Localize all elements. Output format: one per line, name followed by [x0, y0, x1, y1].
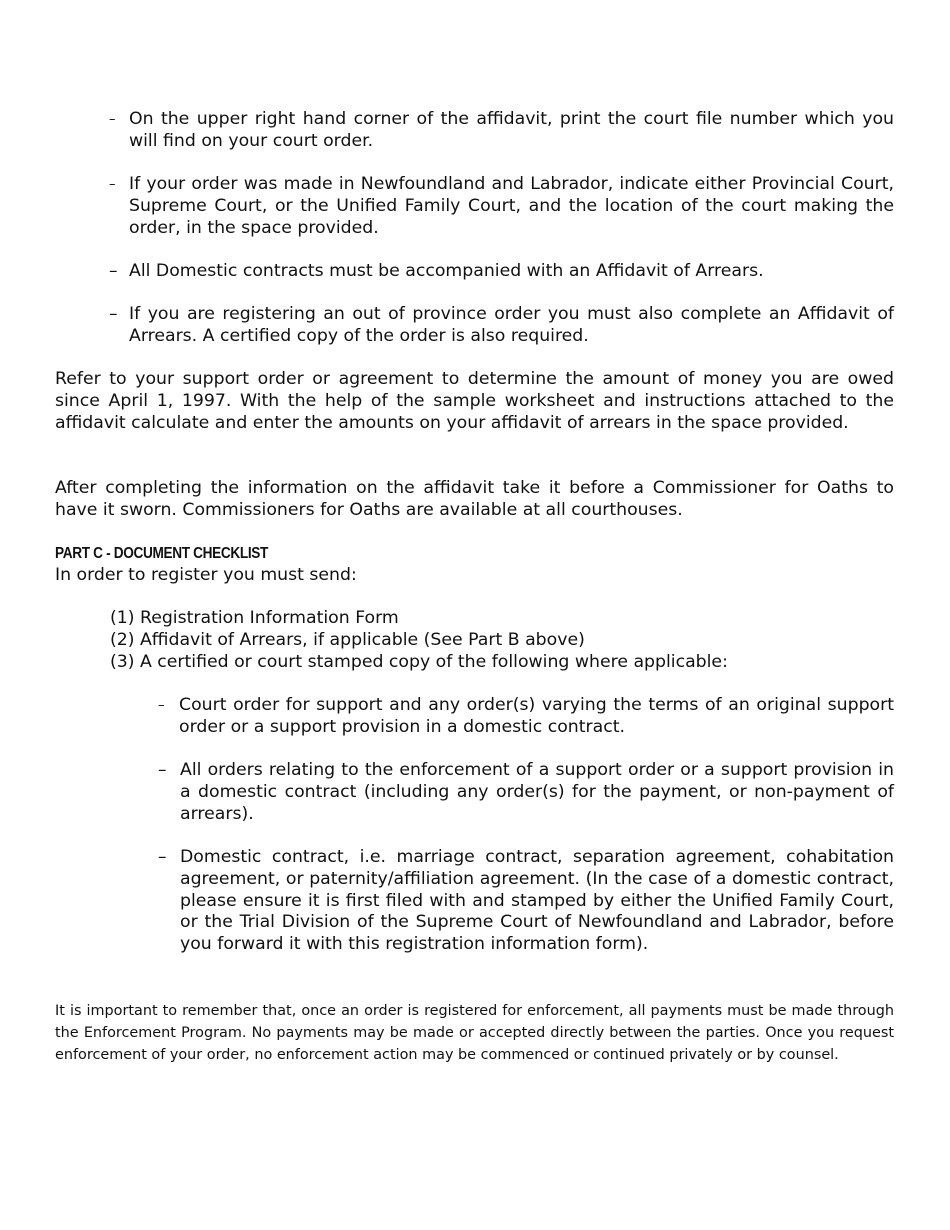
- part-b-bullet-4: [109, 304, 894, 348]
- paragraph-after: After completing the information on the affidavit take it before a Commissioner for Oaths to have it sworn. Commissioners for Oaths are available at all courthouses.: [55, 478, 894, 520]
- dash-marker: –: [109, 261, 118, 281]
- part-b-bullet-text: If you are registering an out of province order you must also complete an Affidavit of Arrears. A certified copy of the order is also required.: [129, 304, 894, 346]
- part-b-bullet-text: All Domestic contracts must be accompanied with an Affidavit of Arrears.: [129, 261, 764, 281]
- sub-bullet-3: [158, 847, 894, 956]
- paragraph-refer: Refer to your support order or agreement to determine the amount of money you are owed since April 1, 1997. With the help of the sample worksheet and instructions attached to the affidavit calculate and enter the amounts on your affidavit of arrears in the space provided.: [55, 369, 894, 433]
- sub-bullet-text: All orders relating to the enforcement of a support order or a support provision in a domestic contract (including any order(s) for the payment, or non-payment of arrears).: [180, 760, 894, 824]
- footer-note: It is important to remember that, once an order is registered for enforcement, all payments must be made through the Enforcement Program. No payments may be made or accepted directly between the parties. Once you request enforcement of your order, no enforcement action may be commenced or continued privately or by counsel.: [55, 1003, 894, 1063]
- part-b-bullet-text: If your order was made in Newfoundland and Labrador, indicate either Provincial Court, Supreme Court, or the Unified Family Court, and the location of the court making the order, in the space provided.: [129, 174, 894, 238]
- part-c-heading: PART C - DOCUMENT CHECKLIST: [55, 545, 269, 562]
- checklist-item-3: (3) A certified or court stamped copy of the following where applicable:: [110, 652, 728, 672]
- dash-marker: –: [158, 760, 167, 780]
- dash-marker: –: [109, 112, 116, 127]
- sub-bullet-1: [158, 695, 894, 739]
- sub-bullet-text: Court order for support and any order(s) varying the terms of an original support order or a support provision in a domestic contract.: [179, 695, 894, 737]
- dash-marker: –: [109, 177, 116, 192]
- dash-marker: –: [158, 847, 167, 867]
- part-b-bullet-text: On the upper right hand corner of the affidavit, print the court file number which you will find on your court order.: [129, 109, 894, 151]
- checklist-item-2: (2) Affidavit of Arrears, if applicable (See Part B above): [110, 630, 585, 650]
- part-b-bullet-2: [109, 174, 894, 239]
- dash-marker: –: [158, 698, 165, 713]
- sub-bullet-text: Domestic contract, i.e. marriage contract, separation agreement, cohabitation agreement, or paternity/affiliation agreement. (In the case of a domestic contract, please ensure it is first filed with and stamped by either the Unified Family Court, or the Trial Division of the Supreme Court of Newfoundland and Labrador, before you forward it with this registration information form).: [180, 847, 894, 955]
- part-b-bullet-3: [109, 261, 894, 283]
- dash-marker: –: [109, 304, 118, 324]
- part-b-bullet-1: [109, 109, 894, 153]
- sub-bullet-2: [158, 760, 894, 825]
- checklist-item-1: (1) Registration Information Form: [110, 608, 399, 628]
- part-c-intro: In order to register you must send:: [55, 565, 357, 585]
